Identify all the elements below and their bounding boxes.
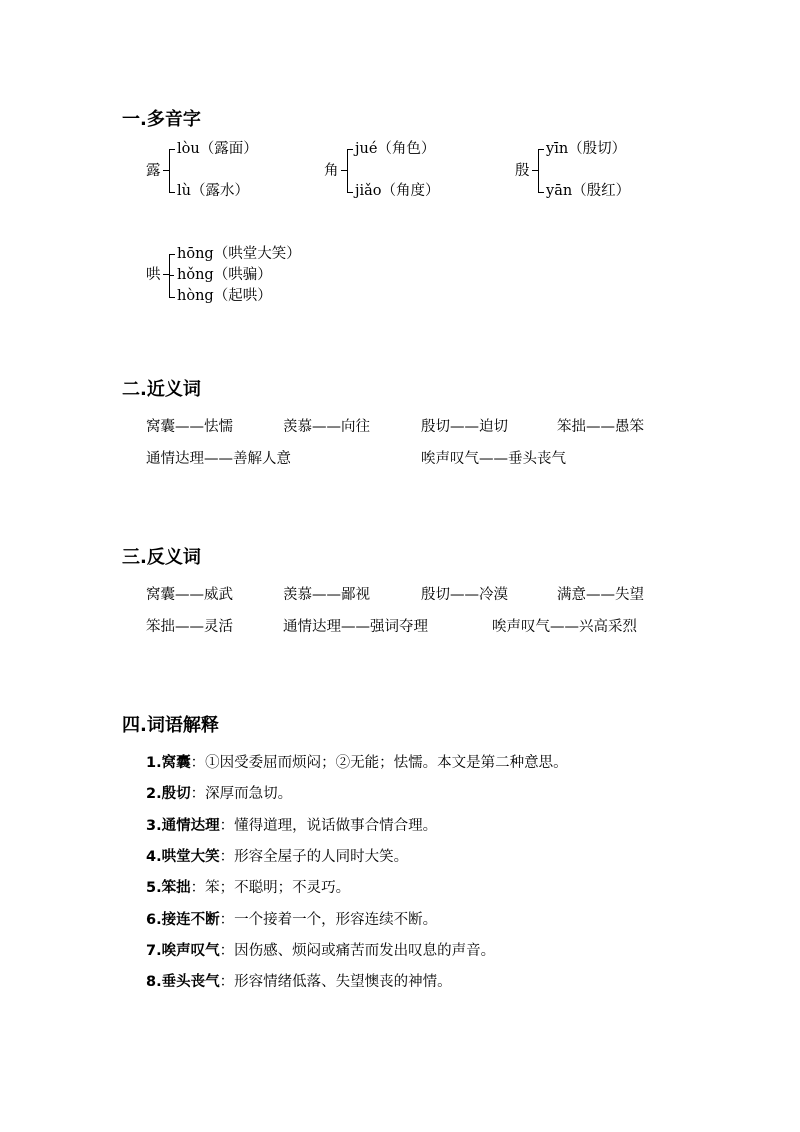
definition-text: ：深厚而急切。: [190, 786, 293, 802]
antonym-pair: 殷切——冷漠: [421, 587, 508, 603]
polyphone-reading: hōng（哄堂大笑）: [177, 246, 301, 262]
polyphone-reading: hòng（起哄）: [177, 288, 272, 304]
bracket-tick: [163, 170, 169, 171]
polyphone-reading: lù（露水）: [177, 183, 249, 199]
definition-item: [146, 972, 452, 992]
bracket-mid-tick: [169, 275, 174, 276]
definition-item: [146, 878, 350, 898]
section-title-antonyms: 三.反义词: [122, 547, 201, 568]
definition-term: 4.哄堂大笑: [146, 849, 220, 865]
definition-term: 7.唉声叹气: [146, 943, 220, 959]
polyphone-reading: lòu（露面）: [177, 141, 258, 157]
definition-item: [146, 847, 408, 867]
polyphone-char: 露: [146, 163, 161, 179]
antonym-pair: 窝囊——威武: [146, 587, 233, 603]
polyphone-char: 哄: [146, 267, 161, 283]
definition-item: [146, 941, 495, 961]
bracket: [169, 254, 175, 298]
polyphone-reading: yīn（殷切）: [546, 141, 627, 157]
synonym-pair: 殷切——迫切: [421, 419, 508, 435]
definition-text: ：形容情绪低落、失望懊丧的神情。: [219, 974, 452, 990]
section-title-polyphones: 一.多音字: [122, 109, 201, 130]
polyphone-reading: jiǎo（角度）: [355, 183, 440, 199]
antonym-pair: 羡慕——鄙视: [283, 587, 370, 603]
antonym-pair: 笨拙——灵活: [146, 619, 233, 635]
definition-term: 5.笨拙: [146, 880, 191, 896]
definition-text: ：形容全屋子的人同时大笑。: [219, 849, 409, 865]
definition-text: ：懂得道理，说话做事合情合理。: [219, 818, 438, 834]
synonym-pair: 笨拙——愚笨: [557, 419, 644, 435]
bracket: [347, 149, 353, 193]
definition-term: 3.通情达理: [146, 818, 220, 834]
definition-text: ：一个接着一个，形容连续不断。: [219, 912, 438, 928]
bracket-tick: [532, 170, 538, 171]
antonym-pair: 满意——失望: [557, 587, 644, 603]
bracket: [169, 149, 175, 193]
definition-term: 2.殷切: [146, 786, 191, 802]
polyphone-reading: hǒng（哄骗）: [177, 267, 272, 283]
definition-term: 1.窝囊: [146, 755, 191, 771]
polyphone-char: 角: [324, 163, 339, 179]
polyphone-char: 殷: [515, 163, 530, 179]
polyphone-reading: yān（殷红）: [546, 183, 631, 199]
definition-item: [146, 753, 568, 773]
polyphone-reading: jué（角色）: [355, 141, 436, 157]
antonym-pair: 通情达理——强词夺理: [283, 619, 428, 635]
synonym-pair: 窝囊——怯懦: [146, 419, 233, 435]
antonym-pair: 唉声叹气——兴高采烈: [492, 619, 637, 635]
section-title-definitions: 四.词语解释: [122, 715, 219, 736]
definition-item: [146, 784, 292, 804]
synonym-pair: 通情达理——善解人意: [146, 451, 291, 467]
definition-item: [146, 910, 437, 930]
section-title-synonyms: 二.近义词: [122, 379, 201, 400]
definition-term: 6.接连不断: [146, 912, 220, 928]
definition-term: 8.垂头丧气: [146, 974, 220, 990]
definition-text: ：①因受委屈而烦闷；②无能；怯懦。本文是第二种意思。: [190, 755, 568, 771]
bracket-tick: [341, 170, 347, 171]
definition-item: [146, 816, 437, 836]
synonym-pair: 羡慕——向往: [283, 419, 370, 435]
synonym-pair: 唉声叹气——垂头丧气: [421, 451, 566, 467]
definition-text: ：因伤感、烦闷或痛苦而发出叹息的声音。: [219, 943, 496, 959]
definition-text: ：笨；不聪明；不灵巧。: [190, 880, 351, 896]
bracket: [538, 149, 544, 193]
